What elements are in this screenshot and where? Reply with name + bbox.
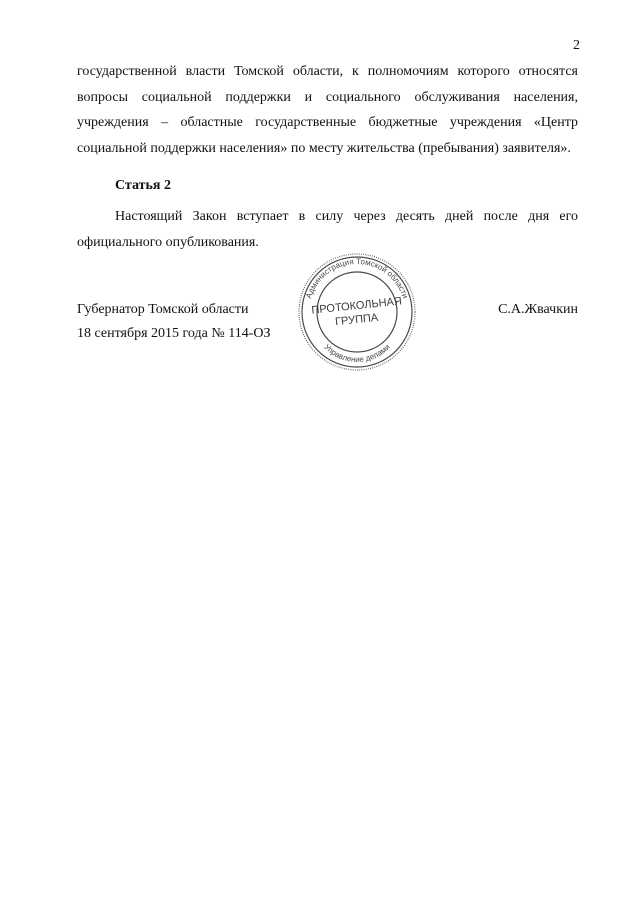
official-stamp bbox=[296, 251, 418, 373]
stamp-outer-text-bottom: Управление делами bbox=[322, 342, 392, 365]
article-2-text: Настоящий Закон вступает в силу через десять дней после дня его официального опубликования. bbox=[77, 209, 578, 250]
stamp-center-line-2: ГРУППА bbox=[334, 311, 379, 329]
article-heading: Статья 2 bbox=[115, 178, 171, 193]
stamp-outer-text-top: Администрация Томской области bbox=[304, 256, 410, 300]
signatory-name: С.А.Жвачкин bbox=[498, 302, 578, 317]
law-date-number: 18 сентября 2015 года № 114-ОЗ bbox=[77, 326, 271, 341]
page-number: 2 bbox=[573, 38, 580, 53]
stamp-center-line-1: ПРОТОКОЛЬНАЯ bbox=[310, 295, 403, 317]
paragraph-continuation: государственной власти Томской области, к полномочиям которого относятся вопросы социальной поддержки и социального обслуживания населения, учреждения – областные государственные бюджетные учреждения «Центр социальной поддержки населения» по месту жительства (пребывания) заявителя». bbox=[77, 64, 578, 156]
signatory-title: Губернатор Томской области bbox=[77, 302, 249, 317]
